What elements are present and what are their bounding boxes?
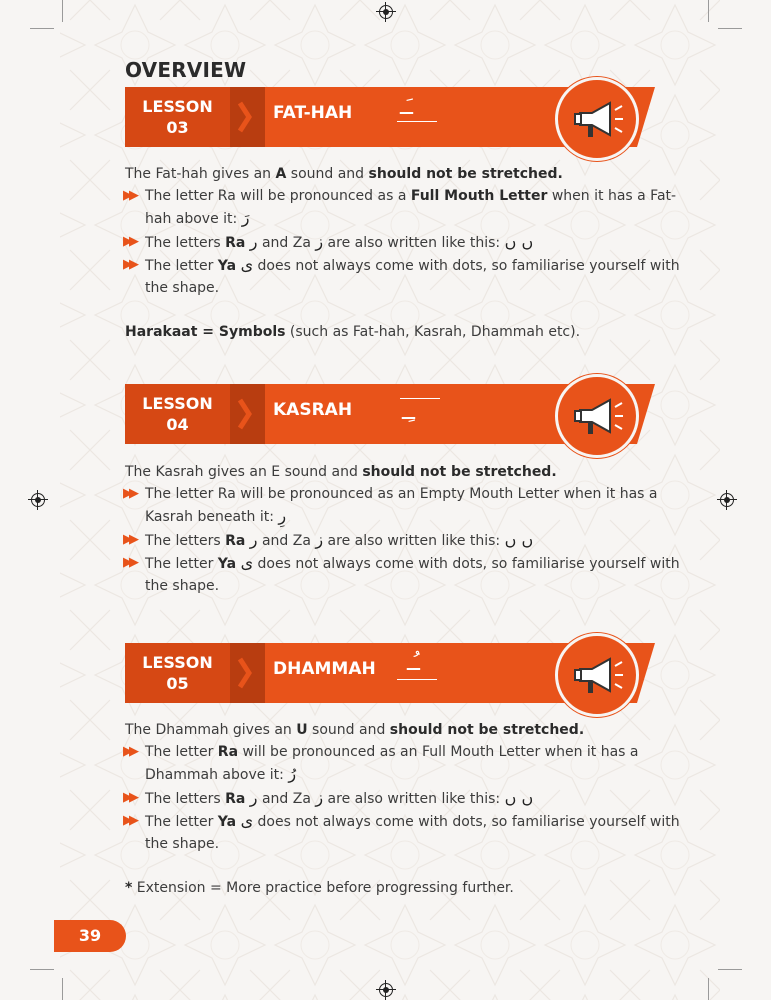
lesson-label: LESSON [142, 97, 213, 116]
arrow-bullet-icon: ▶▶ [123, 256, 135, 272]
megaphone-badge [555, 77, 639, 161]
arrow-bullet-icon: ▶▶ [123, 744, 135, 760]
bullet-item: ▶▶ The letter Ya ی does not always come with dots, so familiarise yourself with the shape. [123, 810, 680, 853]
crop-mark [708, 0, 709, 22]
arrow-bullet-icon: ▶▶ [123, 233, 135, 249]
arrow-bullet-icon: ▶▶ [123, 188, 135, 204]
note-paragraph: * Extension = More practice before progressing further. [125, 880, 514, 897]
bullet-item: ▶▶ The letter Ra will be pronounced as an Empty Mouth Letter when it has a Kasrah beneath it: رِ [125, 483, 685, 528]
page-heading: OVERVIEW [125, 58, 247, 82]
megaphone-icon [558, 377, 636, 455]
bullet-item: ▶▶ The letter Ya ی does not always come with dots, so familiarise yourself with the shape. [123, 254, 680, 297]
megaphone-badge [555, 633, 639, 717]
bullet-item: ▶▶ The letters Ra ر and Za ز are also written like this: ں ں [125, 787, 685, 810]
registration-mark-bottom [379, 983, 393, 997]
lesson-05-text [125, 719, 685, 899]
bullet-item: ▶▶ The letters Ra ر and Za ز are also written like this: ں ں [125, 231, 685, 254]
lesson-title: FAT-HAH [273, 103, 353, 123]
note-paragraph: Harakaat = Symbols (such as Fat-hah, Kasrah, Dhammah etc). [125, 324, 581, 341]
megaphone-icon [558, 80, 636, 158]
lesson-number: 04 [166, 415, 189, 434]
arrow-bullet-icon: ▶▶ [123, 789, 135, 805]
harakah-mark: ـِـ [402, 400, 415, 425]
arrow-bullet-icon: ▶▶ [123, 531, 135, 547]
bullet-item: ▶▶ The letter Ra will be pronounced as a Full Mouth Letter when it has a Fat-hah above it: رَ [125, 185, 685, 230]
lesson-title: DHAMMAH [273, 659, 376, 679]
bullet-item: ▶▶ The letter Ya ی does not always come with dots, so familiarise yourself with the shape. [123, 552, 680, 595]
lesson-number: 05 [166, 674, 189, 693]
arrow-bullet-icon: ▶▶ [123, 554, 135, 570]
crop-mark [62, 978, 63, 1000]
lesson-banner-03 [125, 87, 655, 147]
arrow-bullet-icon: ▶▶ [123, 812, 135, 828]
lesson-number: 03 [166, 118, 189, 137]
registration-mark-left [31, 493, 45, 507]
lesson-label: LESSON [142, 394, 213, 413]
intro-paragraph: The Dhammah gives an U sound and should not be stretched. [125, 722, 585, 738]
registration-mark-top [379, 5, 393, 19]
megaphone-icon [558, 636, 636, 714]
page-number: 39 [54, 920, 126, 952]
crop-mark [30, 28, 54, 29]
crop-mark [62, 0, 63, 22]
harakah-mark: ـُـ [407, 651, 420, 676]
bullet-item: ▶▶ The letter Ra will be pronounced as an Full Mouth Letter when it has a Dhammah above it: رُ [125, 741, 685, 786]
registration-mark-right [720, 493, 734, 507]
crop-mark [708, 978, 709, 1000]
crop-mark [718, 969, 742, 970]
intro-paragraph: The Kasrah gives an E sound and should not be stretched. [125, 464, 557, 480]
megaphone-badge [555, 374, 639, 458]
lesson-03-text [125, 163, 685, 343]
intro-paragraph: The Fat-hah gives an A sound and should not be stretched. [125, 166, 563, 182]
lesson-title: KASRAH [273, 400, 353, 420]
lesson-label: LESSON [142, 653, 213, 672]
harakah-mark: ـَـ [400, 95, 413, 120]
arrow-bullet-icon: ▶▶ [123, 486, 135, 502]
lesson-banner-04 [125, 384, 655, 444]
lesson-banner-05 [125, 643, 655, 703]
bullet-item: ▶▶ The letters Ra ر and Za ز are also written like this: ں ں [125, 529, 685, 552]
crop-mark [30, 969, 54, 970]
lesson-04-text [125, 461, 685, 597]
crop-mark [718, 28, 742, 29]
